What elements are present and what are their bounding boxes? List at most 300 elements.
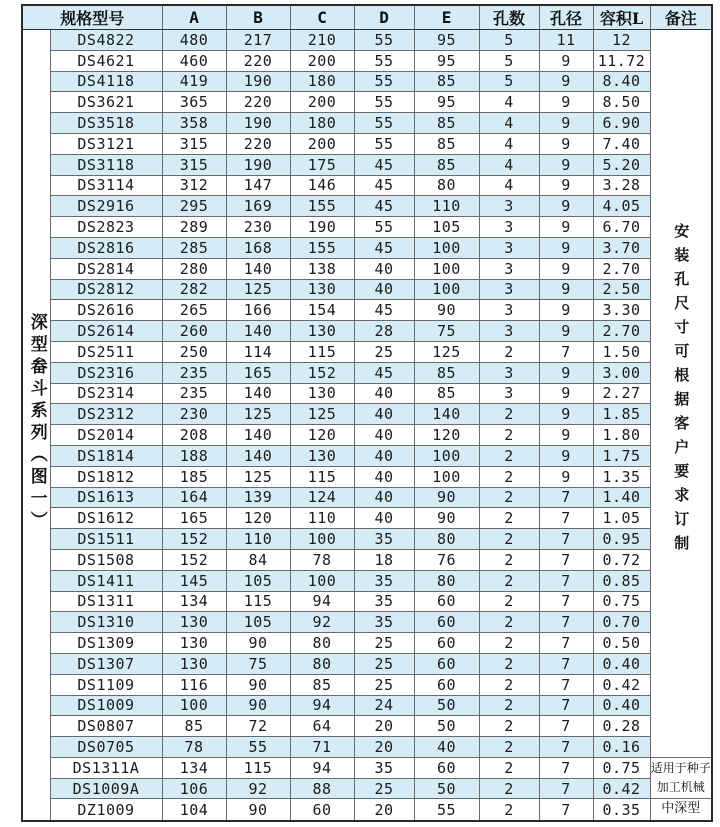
value-cell: 55: [354, 50, 414, 71]
value-cell: 9: [539, 196, 593, 217]
table-row: [22, 71, 712, 92]
remark-last-cell: 中深型: [650, 799, 712, 821]
value-cell: 9: [539, 175, 593, 196]
value-cell: 140: [226, 258, 290, 279]
value-cell: 155: [290, 237, 354, 258]
value-cell: 9: [539, 404, 593, 425]
table-row: [22, 217, 712, 238]
value-cell: 235: [162, 383, 226, 404]
value-cell: 76: [414, 549, 479, 570]
model-cell: DS1310: [50, 612, 162, 633]
value-cell: 28: [354, 321, 414, 342]
value-cell: 152: [162, 529, 226, 550]
model-cell: DS1009: [50, 695, 162, 716]
value-cell: 94: [290, 757, 354, 778]
value-cell: 3: [479, 196, 539, 217]
value-cell: 20: [354, 716, 414, 737]
table-row: [22, 695, 712, 716]
value-cell: 7: [539, 757, 593, 778]
value-cell: 9: [539, 237, 593, 258]
model-cell: DS4621: [50, 50, 162, 71]
value-cell: 168: [226, 237, 290, 258]
value-cell: 1.40: [593, 487, 650, 508]
value-cell: 0.50: [593, 633, 650, 654]
value-cell: 460: [162, 50, 226, 71]
value-cell: 95: [414, 92, 479, 113]
value-cell: 106: [162, 778, 226, 799]
table-row: [22, 591, 712, 612]
col-header-e: E: [414, 5, 479, 30]
value-cell: 40: [354, 258, 414, 279]
value-cell: 9: [539, 133, 593, 154]
value-cell: 24: [354, 695, 414, 716]
value-cell: 0.72: [593, 549, 650, 570]
value-cell: 40: [354, 279, 414, 300]
value-cell: 90: [226, 674, 290, 695]
value-cell: 0.42: [593, 778, 650, 799]
table-row: [22, 653, 712, 674]
value-cell: 45: [354, 300, 414, 321]
value-cell: 2: [479, 529, 539, 550]
value-cell: 71: [290, 737, 354, 758]
value-cell: 100: [290, 570, 354, 591]
value-cell: 90: [414, 508, 479, 529]
value-cell: 2: [479, 737, 539, 758]
value-cell: 4.05: [593, 196, 650, 217]
value-cell: 154: [290, 300, 354, 321]
value-cell: 0.70: [593, 612, 650, 633]
value-cell: 230: [162, 404, 226, 425]
table-row: [22, 133, 712, 154]
table-row: [22, 425, 712, 446]
value-cell: 80: [290, 653, 354, 674]
value-cell: 35: [354, 529, 414, 550]
model-cell: DS2812: [50, 279, 162, 300]
value-cell: 5.20: [593, 154, 650, 175]
remark-main-cell: [650, 30, 712, 758]
value-cell: 2: [479, 508, 539, 529]
remark-seed-line1: 适用于种子: [650, 761, 711, 775]
value-cell: 115: [290, 341, 354, 362]
value-cell: 0.85: [593, 570, 650, 591]
value-cell: 1.50: [593, 341, 650, 362]
value-cell: 235: [162, 362, 226, 383]
value-cell: 2.27: [593, 383, 650, 404]
value-cell: 60: [414, 612, 479, 633]
value-cell: 130: [290, 445, 354, 466]
table-row: [22, 799, 712, 821]
value-cell: 188: [162, 445, 226, 466]
value-cell: 180: [290, 113, 354, 134]
value-cell: 7: [539, 341, 593, 362]
value-cell: 90: [414, 300, 479, 321]
value-cell: 365: [162, 92, 226, 113]
value-cell: 155: [290, 196, 354, 217]
value-cell: 84: [226, 549, 290, 570]
value-cell: 2: [479, 695, 539, 716]
table-row: [22, 529, 712, 550]
value-cell: 220: [226, 50, 290, 71]
value-cell: 78: [290, 549, 354, 570]
table-row: [22, 258, 712, 279]
model-cell: DS1812: [50, 466, 162, 487]
value-cell: 164: [162, 487, 226, 508]
value-cell: 4: [479, 154, 539, 175]
value-cell: 60: [414, 591, 479, 612]
model-cell: DS3121: [50, 133, 162, 154]
table-row: [22, 362, 712, 383]
value-cell: 11: [539, 30, 593, 51]
value-cell: 2: [479, 799, 539, 821]
value-cell: 9: [539, 113, 593, 134]
table-row: [22, 674, 712, 695]
value-cell: 220: [226, 133, 290, 154]
table-row: [22, 154, 712, 175]
value-cell: 50: [414, 695, 479, 716]
value-cell: 9: [539, 258, 593, 279]
value-cell: 115: [226, 757, 290, 778]
value-cell: 2: [479, 778, 539, 799]
value-cell: 45: [354, 175, 414, 196]
value-cell: 6.70: [593, 217, 650, 238]
value-cell: 7: [539, 633, 593, 654]
value-cell: 315: [162, 154, 226, 175]
table-row: [22, 196, 712, 217]
value-cell: 45: [354, 196, 414, 217]
table-row: [22, 570, 712, 591]
model-cell: DS1508: [50, 549, 162, 570]
value-cell: 115: [226, 591, 290, 612]
header-row: [22, 5, 712, 30]
value-cell: 105: [414, 217, 479, 238]
value-cell: 4: [479, 92, 539, 113]
value-cell: 3.28: [593, 175, 650, 196]
value-cell: 25: [354, 653, 414, 674]
value-cell: 85: [414, 113, 479, 134]
value-cell: 9: [539, 383, 593, 404]
value-cell: 419: [162, 71, 226, 92]
value-cell: 18: [354, 549, 414, 570]
value-cell: 94: [290, 695, 354, 716]
value-cell: 7: [539, 612, 593, 633]
value-cell: 7: [539, 737, 593, 758]
value-cell: 9: [539, 300, 593, 321]
value-cell: 7: [539, 695, 593, 716]
table-row: [22, 466, 712, 487]
value-cell: 35: [354, 757, 414, 778]
col-header-c: C: [290, 5, 354, 30]
value-cell: 7: [539, 591, 593, 612]
value-cell: 9: [539, 321, 593, 342]
value-cell: 92: [226, 778, 290, 799]
value-cell: 295: [162, 196, 226, 217]
value-cell: 152: [290, 362, 354, 383]
value-cell: 260: [162, 321, 226, 342]
value-cell: 100: [414, 258, 479, 279]
value-cell: 120: [414, 425, 479, 446]
value-cell: 40: [414, 737, 479, 758]
value-cell: 0.35: [593, 799, 650, 821]
model-cell: DZ1009: [50, 799, 162, 821]
value-cell: 45: [354, 362, 414, 383]
value-cell: 125: [226, 404, 290, 425]
spec-table: [21, 4, 713, 822]
model-cell: DS3118: [50, 154, 162, 175]
value-cell: 25: [354, 341, 414, 362]
value-cell: 140: [414, 404, 479, 425]
value-cell: 289: [162, 217, 226, 238]
value-cell: 40: [354, 508, 414, 529]
value-cell: 140: [226, 383, 290, 404]
value-cell: 60: [414, 653, 479, 674]
value-cell: 7: [539, 529, 593, 550]
value-cell: 60: [290, 799, 354, 821]
value-cell: 25: [354, 633, 414, 654]
table-row: [22, 175, 712, 196]
value-cell: 50: [414, 778, 479, 799]
value-cell: 85: [162, 716, 226, 737]
value-cell: 200: [290, 50, 354, 71]
value-cell: 147: [226, 175, 290, 196]
value-cell: 200: [290, 133, 354, 154]
model-cell: DS1612: [50, 508, 162, 529]
value-cell: 115: [290, 466, 354, 487]
value-cell: 11.72: [593, 50, 650, 71]
table-row: [22, 612, 712, 633]
value-cell: 0.40: [593, 653, 650, 674]
value-cell: 2: [479, 591, 539, 612]
value-cell: 64: [290, 716, 354, 737]
value-cell: 2: [479, 487, 539, 508]
value-cell: 8.50: [593, 92, 650, 113]
value-cell: 40: [354, 425, 414, 446]
value-cell: 140: [226, 445, 290, 466]
table-row: [22, 508, 712, 529]
value-cell: 2: [479, 612, 539, 633]
col-header-remark: 备注: [650, 5, 712, 30]
model-cell: DS0807: [50, 716, 162, 737]
value-cell: 12: [593, 30, 650, 51]
model-cell: DS2814: [50, 258, 162, 279]
value-cell: 3: [479, 279, 539, 300]
series-label-cell: [22, 30, 50, 822]
value-cell: 100: [414, 237, 479, 258]
value-cell: 116: [162, 674, 226, 695]
model-cell: DS2614: [50, 321, 162, 342]
value-cell: 1.75: [593, 445, 650, 466]
model-cell: DS2816: [50, 237, 162, 258]
value-cell: 9: [539, 92, 593, 113]
value-cell: 175: [290, 154, 354, 175]
value-cell: 105: [226, 612, 290, 633]
value-cell: 140: [226, 321, 290, 342]
value-cell: 2: [479, 404, 539, 425]
value-cell: 40: [354, 466, 414, 487]
remark-seed-line2: 加工机械: [656, 780, 705, 795]
table-row: [22, 757, 712, 778]
table-row: [22, 321, 712, 342]
value-cell: 35: [354, 591, 414, 612]
value-cell: 3: [479, 217, 539, 238]
value-cell: 152: [162, 549, 226, 570]
value-cell: 3.00: [593, 362, 650, 383]
value-cell: 480: [162, 30, 226, 51]
spec-table-body: [22, 30, 712, 822]
value-cell: 92: [290, 612, 354, 633]
value-cell: 1.35: [593, 466, 650, 487]
value-cell: 7: [539, 549, 593, 570]
value-cell: 100: [414, 279, 479, 300]
value-cell: 125: [290, 404, 354, 425]
col-header-d: D: [354, 5, 414, 30]
value-cell: 7: [539, 716, 593, 737]
table-row: [22, 549, 712, 570]
model-cell: DS4822: [50, 30, 162, 51]
table-row: [22, 50, 712, 71]
value-cell: 190: [226, 154, 290, 175]
model-cell: DS1307: [50, 653, 162, 674]
value-cell: 25: [354, 674, 414, 695]
value-cell: 80: [290, 633, 354, 654]
value-cell: 60: [414, 757, 479, 778]
value-cell: 72: [226, 716, 290, 737]
value-cell: 190: [226, 71, 290, 92]
value-cell: 5: [479, 71, 539, 92]
model-cell: DS2616: [50, 300, 162, 321]
model-cell: DS1309: [50, 633, 162, 654]
model-cell: DS1814: [50, 445, 162, 466]
value-cell: 80: [414, 570, 479, 591]
value-cell: 25: [354, 778, 414, 799]
value-cell: 85: [290, 674, 354, 695]
value-cell: 4: [479, 133, 539, 154]
value-cell: 90: [226, 633, 290, 654]
value-cell: 358: [162, 113, 226, 134]
value-cell: 282: [162, 279, 226, 300]
value-cell: 280: [162, 258, 226, 279]
value-cell: 75: [414, 321, 479, 342]
value-cell: 55: [354, 133, 414, 154]
table-row: [22, 113, 712, 134]
value-cell: 7: [539, 570, 593, 591]
value-cell: 130: [162, 633, 226, 654]
value-cell: 55: [354, 30, 414, 51]
table-row: [22, 30, 712, 51]
value-cell: 9: [539, 466, 593, 487]
value-cell: 200: [290, 92, 354, 113]
value-cell: 3.70: [593, 237, 650, 258]
value-cell: 114: [226, 341, 290, 362]
model-cell: DS2916: [50, 196, 162, 217]
value-cell: 2: [479, 633, 539, 654]
value-cell: 2: [479, 341, 539, 362]
model-cell: DS1411: [50, 570, 162, 591]
value-cell: 78: [162, 737, 226, 758]
model-cell: DS4118: [50, 71, 162, 92]
value-cell: 2: [479, 425, 539, 446]
value-cell: 1.80: [593, 425, 650, 446]
value-cell: 80: [414, 175, 479, 196]
value-cell: 220: [226, 92, 290, 113]
value-cell: 146: [290, 175, 354, 196]
table-row: [22, 778, 712, 799]
value-cell: 180: [290, 71, 354, 92]
value-cell: 2.50: [593, 279, 650, 300]
model-cell: DS3114: [50, 175, 162, 196]
value-cell: 125: [226, 279, 290, 300]
model-cell: DS2014: [50, 425, 162, 446]
value-cell: 2: [479, 549, 539, 570]
value-cell: 140: [226, 425, 290, 446]
value-cell: 0.16: [593, 737, 650, 758]
model-cell: DS1009A: [50, 778, 162, 799]
value-cell: 60: [414, 633, 479, 654]
col-header-a: A: [162, 5, 226, 30]
value-cell: 95: [414, 30, 479, 51]
value-cell: 40: [354, 383, 414, 404]
value-cell: 1.05: [593, 508, 650, 529]
value-cell: 90: [226, 799, 290, 821]
model-cell: DS1613: [50, 487, 162, 508]
table-row: [22, 445, 712, 466]
value-cell: 100: [290, 529, 354, 550]
value-cell: 130: [162, 653, 226, 674]
value-cell: 2: [479, 570, 539, 591]
value-cell: 9: [539, 71, 593, 92]
value-cell: 130: [290, 279, 354, 300]
value-cell: 7: [539, 674, 593, 695]
value-cell: 2.70: [593, 258, 650, 279]
value-cell: 9: [539, 279, 593, 300]
table-row: [22, 300, 712, 321]
value-cell: 7: [539, 487, 593, 508]
value-cell: 185: [162, 466, 226, 487]
value-cell: 9: [539, 154, 593, 175]
remark-main-vertical-text: 安装孔尺寸可根据客户要求订制: [672, 223, 691, 560]
value-cell: 145: [162, 570, 226, 591]
value-cell: 0.75: [593, 591, 650, 612]
value-cell: 95: [414, 50, 479, 71]
value-cell: 130: [162, 612, 226, 633]
value-cell: 134: [162, 591, 226, 612]
value-cell: 8.40: [593, 71, 650, 92]
value-cell: 45: [354, 154, 414, 175]
table-row: [22, 404, 712, 425]
table-row: [22, 341, 712, 362]
value-cell: 9: [539, 217, 593, 238]
value-cell: 55: [354, 113, 414, 134]
value-cell: 85: [414, 71, 479, 92]
value-cell: 9: [539, 50, 593, 71]
value-cell: 230: [226, 217, 290, 238]
value-cell: 5: [479, 50, 539, 71]
value-cell: 40: [354, 404, 414, 425]
value-cell: 85: [414, 133, 479, 154]
value-cell: 169: [226, 196, 290, 217]
value-cell: 3: [479, 237, 539, 258]
model-cell: DS2511: [50, 341, 162, 362]
model-cell: DS2314: [50, 383, 162, 404]
value-cell: 2: [479, 445, 539, 466]
value-cell: 9: [539, 445, 593, 466]
col-header-b: B: [226, 5, 290, 30]
value-cell: 88: [290, 778, 354, 799]
model-cell: DS2312: [50, 404, 162, 425]
value-cell: 134: [162, 757, 226, 778]
table-row: [22, 487, 712, 508]
value-cell: 190: [290, 217, 354, 238]
value-cell: 130: [290, 321, 354, 342]
